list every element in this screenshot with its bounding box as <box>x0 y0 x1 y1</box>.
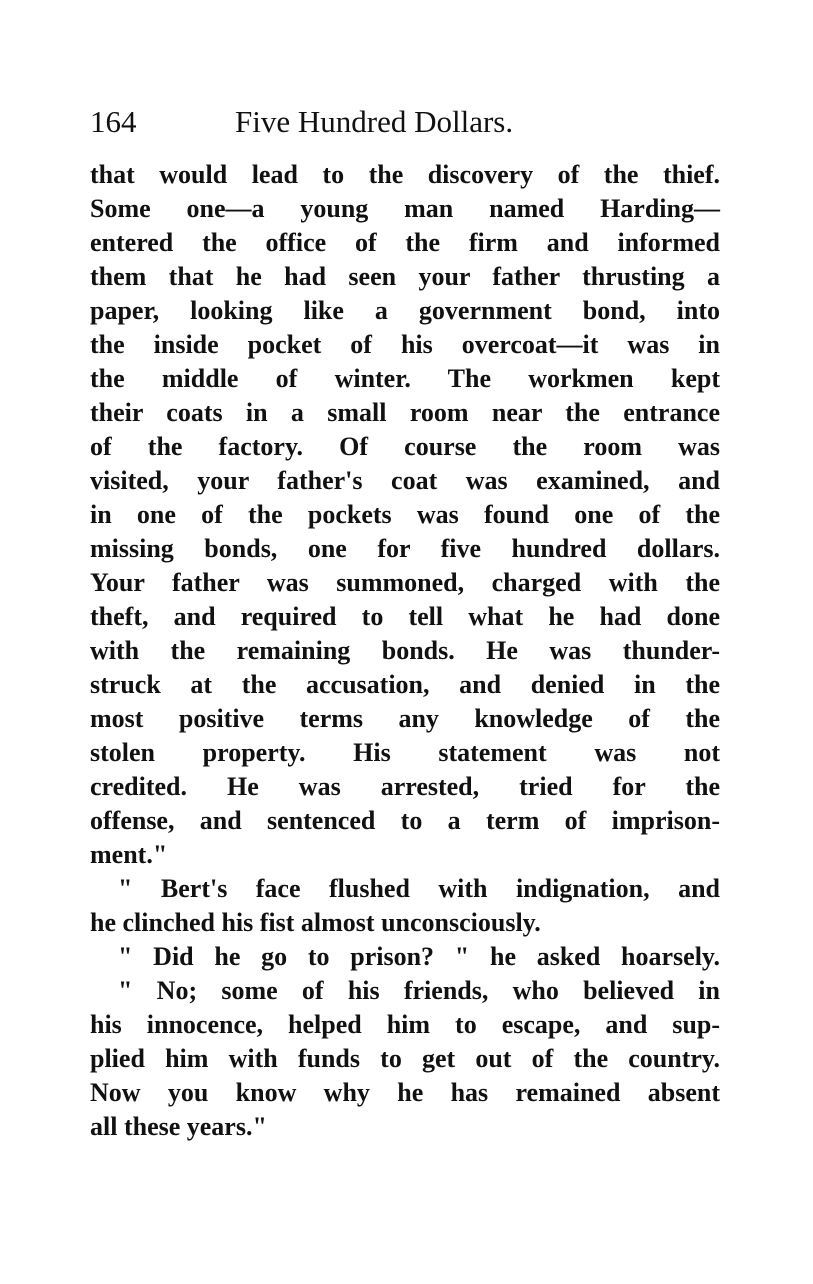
text-line: credited. He was arrested, tried for the <box>90 772 720 801</box>
text-line: " No; some of his friends, who believed in <box>118 976 720 1005</box>
text-line: their coats in a small room near the entrance <box>90 398 720 427</box>
text-line: all these years." <box>90 1112 267 1141</box>
text-line: in one of the pockets was found one of the <box>90 500 720 529</box>
text-line: missing bonds, one for five hundred dollars. <box>90 534 720 563</box>
page-header <box>90 100 720 144</box>
text-line: plied him with funds to get out of the country. <box>90 1044 720 1073</box>
text-line: struck at the accusation, and denied in the <box>90 670 720 699</box>
text-line: offense, and sentenced to a term of imprison- <box>90 806 720 835</box>
text-line: Your father was summoned, charged with the <box>90 568 720 597</box>
text-line: visited, your father's coat was examined, and <box>90 466 720 495</box>
text-line: of the factory. Of course the room was <box>90 432 720 461</box>
body-text <box>90 158 720 1144</box>
text-line: most positive terms any knowledge of the <box>90 704 720 733</box>
text-line: stolen property. His statement was not <box>90 738 720 767</box>
text-line: theft, and required to tell what he had done <box>90 602 720 631</box>
page-number: 164 <box>90 104 137 139</box>
text-line: paper, looking like a government bond, into <box>90 296 720 325</box>
text-line: the middle of winter. The workmen kept <box>90 364 720 393</box>
text-line: " Bert's face flushed with indignation, and <box>118 874 720 903</box>
text-line: entered the office of the firm and informed <box>90 228 720 257</box>
text-line: the inside pocket of his overcoat—it was in <box>90 330 720 359</box>
text-line: Some one—a young man named Harding— <box>90 194 720 223</box>
text-line: with the remaining bonds. He was thunder- <box>90 636 720 665</box>
running-title: Five Hundred Dollars. <box>235 104 514 139</box>
text-line: he clinched his fist almost unconsciously. <box>90 908 541 937</box>
text-line: that would lead to the discovery of the thief. <box>90 160 720 189</box>
text-line: his innocence, helped him to escape, and sup- <box>90 1010 720 1039</box>
text-line: them that he had seen your father thrusting a <box>90 262 720 291</box>
text-line: ment." <box>90 840 168 869</box>
text-line: " Did he go to prison? " he asked hoarsely. <box>118 942 720 971</box>
text-line: Now you know why he has remained absent <box>90 1078 720 1107</box>
